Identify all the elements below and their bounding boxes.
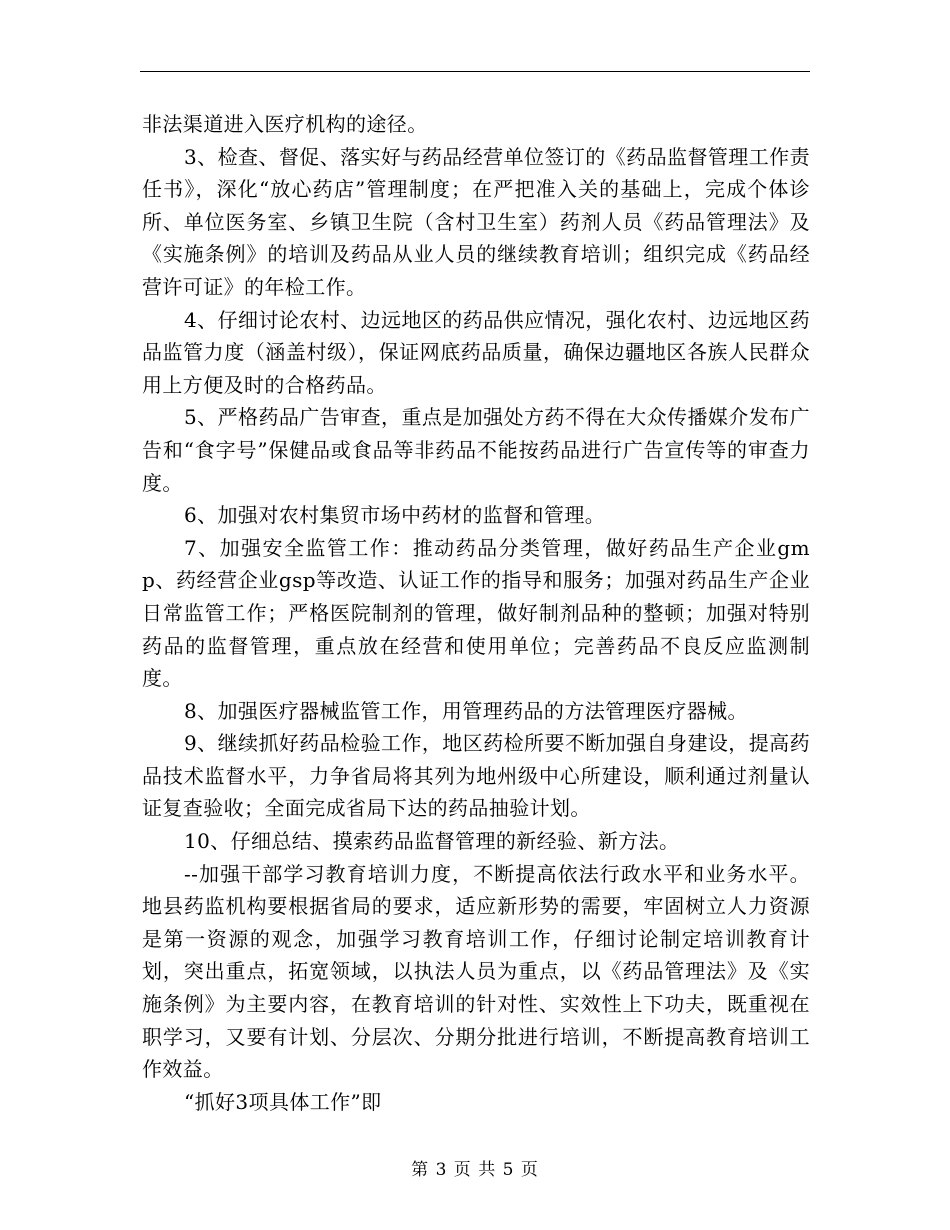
paragraph-6: 8、加强医疗器械监管工作，用管理药品的方法管理医疗器械。 — [184, 698, 748, 723]
paragraph-2: 4、仔细讨论农村、边远地区的药品供应情况，强化农村、边远地区药品监管力度（涵盖村级），保证网底药品质量，确保边疆地区各族人民群众用上方便及时的合格药品。 — [142, 307, 810, 397]
paragraph-7: 9、继续抓好药品检验工作，地区药检所要不断加强自身建设，提高药品技术监督水平，力争省局将其列为地州级中心所建设，顺利通过剂量认证复查验收；全面完成省局下达的药品抽验计划。 — [142, 731, 810, 821]
header-rule — [140, 71, 810, 72]
paragraph-3: 5、严格药品广告审查，重点是加强处方药不得在大众传播媒介发布广告和“食字号”保健品或食品等非药品不能按药品进行广告宣传等的审查力度。 — [142, 405, 810, 495]
paragraph-0: 非法渠道进入医疗机构的途径。 — [142, 112, 428, 136]
document-body — [142, 108, 810, 1118]
paragraph-10: “抓好3项具体工作”即 — [184, 1089, 382, 1114]
paragraph-1: 3、检查、督促、落实好与药品经营单位签订的《药品监督管理工作责任书》，深化“放心药店”管理制度；在严把准入关的基础上，完成个体诊所、单位医务室、乡镇卫生院（含村卫生室）药剂人员《药品管理法》及《实施条例》的培训及药品从业人员的继续教育培训；组织完成《药品经营许可证》的年检工作。 — [142, 144, 810, 299]
paragraph-9: --加强干部学习教育培训力度，不断提高依法行政水平和业务水平。地县药监机构要根据省局的要求，适应新形势的需要，牢固树立人力资源是第一资源的观念，加强学习教育培训工作，仔细讨论制定培训教育计划，突出重点，拓宽领域，以执法人员为重点，以《药品管理法》及《实施条例》为主要内容，在教育培训的针对性、实效性上下功夫，既重视在职学习，又要有计划、分层次、分期分批进行培训，不断提高教育培训工作效益。 — [142, 861, 810, 1082]
paragraph-5: 7、加强安全监管工作：推动药品分类管理，做好药品生产企业gmp、药经营企业gsp等改造、认证工作的指导和服务；加强对药品生产企业日常监管工作；严格医院制剂的管理，做好制剂品种的整顿；加强对特别药品的监督管理，重点放在经营和使用单位；完善药品不良反应监测制度。 — [142, 535, 810, 691]
paragraph-4: 6、加强对农村集贸市场中药材的监督和管理。 — [184, 503, 606, 528]
page-number-footer: 第 3 页 共 5 页 — [411, 1160, 539, 1180]
paragraph-8: 10、仔细总结、摸索药品监督管理的新经验、新方法。 — [184, 829, 680, 854]
